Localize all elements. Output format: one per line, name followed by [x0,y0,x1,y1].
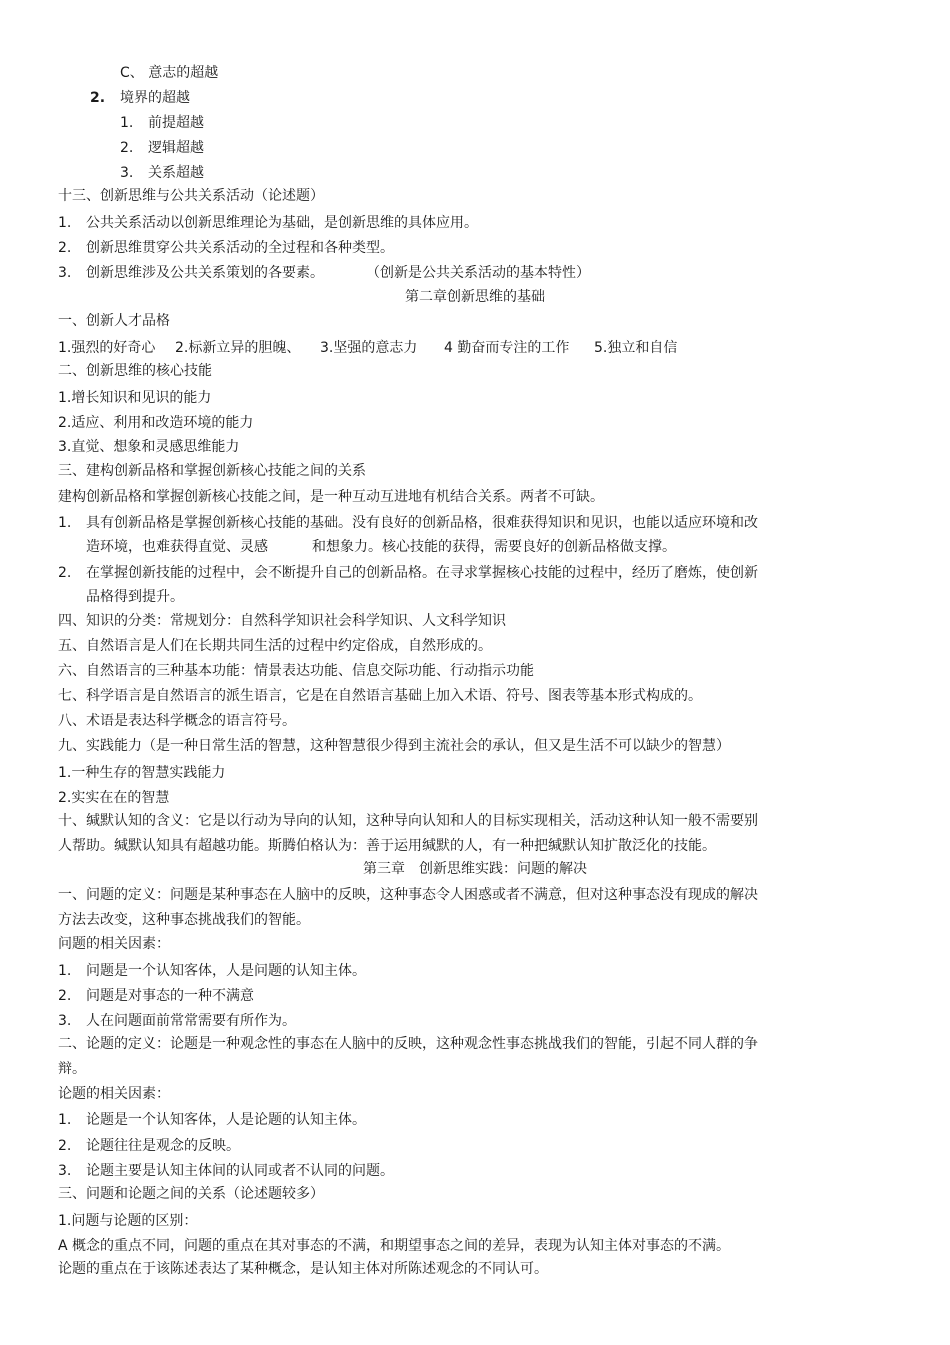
trait-4: 4 勤奋而专注的工作 [444,340,570,356]
ch2-section-10-line2: 人帮助。缄默认知具有超越功能。斯腾伯格认为：善于运用缄默的人，有一种把缄默认知扩散泛化的技能。 [58,838,716,854]
topic-factors-heading: 论题的相关因素： [58,1086,170,1102]
list-item-num: 2. [58,1138,72,1154]
skill-item: 2.适应、利用和改造环境的能力 [58,415,254,431]
ch2-section-5: 五、自然语言是人们在长期共同生活的过程中约定俗成，自然形成的。 [58,638,492,654]
practice-item: 1.一种生存的智慧实践能力 [58,765,226,781]
sub-item-num: 3. [120,165,134,181]
list-item-text: 论题往往是观念的反映。 [86,1138,240,1154]
skill-item: 1.增长知识和见识的能力 [58,390,212,406]
outline-item-c: C、 意志的超越 [120,65,219,81]
list-item-text: 具有创新品格是掌握创新核心技能的基础。没有良好的创新品格，很难获得知识和见识，也能以适应环境和改 [86,515,758,531]
list-item-text: 论题是一个认知客体，人是论题的认知主体。 [86,1112,366,1128]
outline-item-2-num: 2. [90,90,106,106]
ch3-section-3-a: A 概念的重点不同，问题的重点在其对事态的不满，和期望事态之间的差异，表现为认知主体对事态的不满。 [58,1238,731,1254]
sub-item-text: 关系超越 [148,165,204,181]
ch3-section-3-heading: 三、问题和论题之间的关系（论述题较多） [58,1186,324,1202]
ch2-section-3-intro: 建构创新品格和掌握创新核心技能之间，是一种互动互进地有机结合关系。两者不可缺。 [58,489,604,505]
list-item-num: 1. [58,515,72,531]
ch3-section-1-line2: 方法去改变，这种事态挑战我们的智能。 [58,912,310,928]
list-item-text: 和想象力。核心技能的获得，需要良好的创新品格做支撑。 [312,539,676,555]
list-item-num: 2. [58,988,72,1004]
ch2-section-1-heading: 一、创新人才品格 [58,313,170,329]
ch3-section-3-a2: 论题的重点在于该陈述表达了某种概念，是认知主体对所陈述观念的不同认可。 [58,1261,548,1277]
ch2-section-6: 六、自然语言的三种基本功能：情景表达功能、信息交际功能、行动指示功能 [58,663,534,679]
ch3-section-2-line2: 辩。 [58,1061,86,1077]
trait-2: 2.标新立异的胆魄、 [175,340,301,356]
list-item-text: 问题是对事态的一种不满意 [86,988,254,1004]
list-item-text: 品格得到提升。 [86,589,184,605]
chapter-2-title: 第二章创新思维的基础 [405,289,545,305]
section-13-heading: 十三、创新思维与公共关系活动（论述题） [58,188,324,204]
list-item-text: 问题是一个认知客体，人是问题的认知主体。 [86,963,366,979]
ch2-section-9: 九、实践能力（是一种日常生活的智慧，这种智慧很少得到主流社会的承认，但又是生活不可以缺少的智慧） [58,738,730,754]
list-item-num: 1. [58,215,72,231]
problem-factors-heading: 问题的相关因素： [58,936,170,952]
practice-item: 2.实实在在的智慧 [58,790,170,806]
list-item-num: 3. [58,1163,72,1179]
list-item-text: 公共关系活动以创新思维理论为基础，是创新思维的具体应用。 [86,215,478,231]
ch2-section-2-heading: 二、创新思维的核心技能 [58,363,212,379]
list-item-text: 人在问题面前常常需要有所作为。 [86,1013,296,1029]
sub-item-text: 逻辑超越 [148,140,204,156]
list-item-num: 1. [58,963,72,979]
sub-item-num: 2. [120,140,134,156]
ch3-section-2-line1: 二、论题的定义：论题是一种观念性的事态在人脑中的反映，这种观念性事态挑战我们的智能，引起不同人群的争 [58,1036,758,1052]
ch2-section-10-line1: 十、缄默认知的含义：它是以行动为导向的认知，这种导向认知和人的目标实现相关，活动这种认知一般不需要别 [58,813,758,829]
ch3-section-1-line1: 一、问题的定义：问题是某种事态在人脑中的反映，这种事态令人困惑或者不满意，但对这种事态没有现成的解决 [58,887,758,903]
list-item-text: 造环境，也难获得直觉、灵感 [86,539,268,555]
trait-5: 5.独立和自信 [594,340,678,356]
ch2-section-7: 七、科学语言是自然语言的派生语言，它是在自然语言基础上加入术语、符号、图表等基本形式构成的。 [58,688,702,704]
sub-item-num: 1. [120,115,134,131]
list-item-num: 2. [58,240,72,256]
list-item-text: 创新思维贯穿公共关系活动的全过程和各种类型。 [86,240,394,256]
ch2-section-4: 四、知识的分类：常规划分：自然科学知识社会科学知识、人文科学知识 [58,613,506,629]
sub-item-text: 前提超越 [148,115,204,131]
outline-item-2-text: 境界的超越 [120,90,190,106]
list-item-num: 3. [58,1013,72,1029]
list-item-num: 3. [58,265,72,281]
list-item-num: 2. [58,565,72,581]
list-item-text: 论题主要是认知主体间的认同或者不认同的问题。 [86,1163,394,1179]
list-item-text: 创新思维涉及公共关系策划的各要素。 [86,265,324,281]
list-item-text: 在掌握创新技能的过程中，会不断提升自己的创新品格。在寻求掌握核心技能的过程中，经历了磨炼，使创新 [86,565,758,581]
skill-item: 3.直觉、想象和灵感思维能力 [58,439,240,455]
list-item-note: （创新是公共关系活动的基本特性） [366,265,590,281]
trait-1: 1.强烈的好奇心 [58,340,156,356]
list-item-num: 1. [58,1112,72,1128]
ch3-section-3-sub: 1.问题与论题的区别： [58,1213,198,1229]
trait-3: 3.坚强的意志力 [320,340,418,356]
chapter-3-title: 第三章 创新思维实践：问题的解决 [363,861,587,877]
ch2-section-3-heading: 三、建构创新品格和掌握创新核心技能之间的关系 [58,463,366,479]
ch2-section-8: 八、术语是表达科学概念的语言符号。 [58,713,296,729]
